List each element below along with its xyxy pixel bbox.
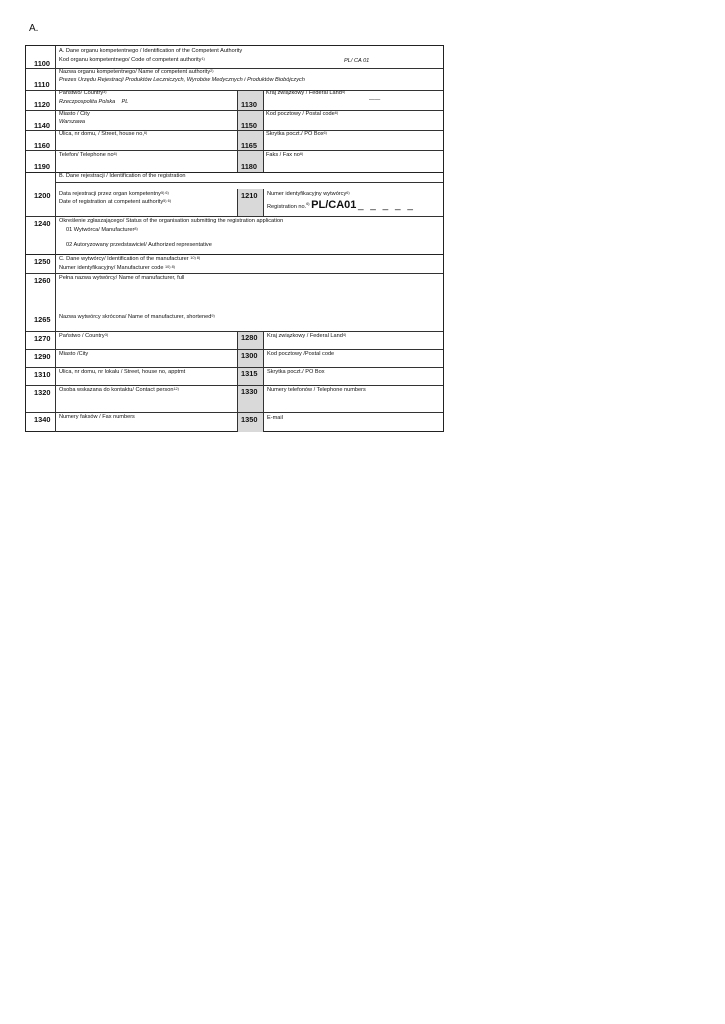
field-code-1190: 1190 bbox=[34, 162, 51, 171]
field-code-1350: 1350 bbox=[241, 415, 258, 424]
column-line bbox=[263, 189, 264, 216]
section-c-heading: C. Dane wytwórcy/ Identification of the manufacturer $^{10) 8)}$ bbox=[59, 256, 201, 262]
field-code-1310: 1310 bbox=[34, 370, 51, 379]
manufacturer-full-name-label: Pełna nazwa wytwórcy/ Name of manufacturer, full bbox=[59, 275, 185, 281]
street-label: Ulica, nr domu, / Street, house no,$^{6)}$ bbox=[59, 131, 148, 137]
column-line bbox=[237, 331, 238, 432]
column-line bbox=[263, 331, 264, 432]
option-authorized-representative[interactable]: 02 Autoryzowany przedstawiciel/ Authorized representative bbox=[66, 242, 212, 248]
federal-land-label: Kraj związkowy / Federal Land$^{4)}$ bbox=[266, 90, 346, 96]
fax-label: Faks / Fax $no^{6)}$ bbox=[266, 152, 304, 158]
country-value[interactable]: Rzeczpospolita Polska PL bbox=[59, 99, 129, 105]
field-code-1140: 1140 bbox=[34, 121, 51, 130]
field-code-1150: 1150 bbox=[241, 121, 258, 130]
registration-form bbox=[25, 45, 444, 432]
city-label: Miasto / City bbox=[59, 111, 90, 117]
field-code-1110: 1110 bbox=[34, 80, 50, 89]
section-b-heading: B. Dane rejestracji / Identification of the registration bbox=[59, 173, 186, 179]
divider bbox=[55, 182, 443, 183]
registration-date-label-pl: Data rejestracji przez organ kompetentny$^{5) 6)}$ bbox=[59, 191, 169, 197]
country-label: Państwo/ Country$^{3)}$ bbox=[59, 90, 107, 96]
registration-number[interactable]: Registration no.$^{6)}$ PL/CA01 _ _ _ _ _ bbox=[267, 199, 415, 211]
manufacturer-country-label: Państwo / Country$^{3)}$ bbox=[59, 333, 109, 339]
divider bbox=[26, 412, 443, 413]
divider bbox=[26, 216, 443, 217]
divider bbox=[26, 273, 443, 274]
federal-land-value[interactable]: —— bbox=[369, 97, 381, 103]
registration-number-value: PL/CA01 bbox=[311, 199, 357, 211]
field-code-1130: 1130 bbox=[241, 100, 258, 109]
competent-authority-name-label: Nazwa organu kompetentnego/ Name of competent authority$^{2)}$ bbox=[59, 69, 214, 75]
postal-code-label: Kod pocztowy / Postal code$^{6)}$ bbox=[266, 111, 339, 117]
field-code-1270: 1270 bbox=[34, 334, 51, 343]
manufacturer-city-label: Miasto /City bbox=[59, 351, 89, 357]
po-box-label: Skrytka poczt./ PO Box$^{6)}$ bbox=[266, 131, 327, 137]
manufacturer-street-label: Ulica, nr domu, nr lokalu / Street, house no, apptmt bbox=[59, 369, 186, 375]
manufacturer-short-name-label: Nazwa wytwórcy skrócona/ Name of manufacturer, shortened$^{9)}$ bbox=[59, 314, 215, 320]
telephone-numbers-label: Numery telefonów / Telephone numbers bbox=[267, 387, 366, 393]
page-letter: A. bbox=[29, 23, 39, 34]
competent-authority-code-value[interactable]: PL/ CA 01 bbox=[344, 58, 370, 64]
registration-date-label-en: Date of registration at competent authority$^{5) 6)}$ bbox=[59, 199, 171, 205]
field-code-1340: 1340 bbox=[34, 415, 51, 424]
competent-authority-name-value[interactable]: Prezes Urzędu Rejestracji Produktów Leczniczych, Wyrobów Medycznych i Produktów Biobójczych bbox=[59, 77, 305, 83]
manufacturer-id-label: Numer identyfikacyjny wytwórcy$^{6)}$ bbox=[267, 191, 350, 197]
field-code-1300: 1300 bbox=[241, 351, 258, 360]
field-code-1280: 1280 bbox=[241, 333, 258, 342]
divider bbox=[26, 150, 443, 151]
divider bbox=[26, 385, 443, 386]
contact-person-label: Osoba wskazana do kontaktu/ Contact person$^{12)}$ bbox=[59, 387, 179, 393]
manufacturer-postal-code-label: Kod pocztowy /Postal code bbox=[267, 351, 335, 357]
field-code-1315: 1315 bbox=[241, 369, 258, 378]
field-code-1165: 1165 bbox=[241, 141, 258, 150]
field-code-1330: 1330 bbox=[241, 387, 258, 396]
column-line bbox=[237, 90, 238, 172]
field-code-1240: 1240 bbox=[34, 219, 51, 228]
column-line bbox=[237, 189, 238, 216]
divider bbox=[26, 367, 443, 368]
registration-number-blanks: _ _ _ _ _ bbox=[357, 200, 415, 211]
telephone-label: Telefon/ Telephone $no^{6)}$ bbox=[59, 152, 118, 158]
divider bbox=[26, 331, 443, 332]
city-value[interactable]: Warszawa bbox=[59, 119, 86, 125]
field-code-1100: 1100 bbox=[34, 59, 51, 68]
field-code-1265: 1265 bbox=[34, 315, 51, 324]
competent-authority-code-label: Kod organu kompetentnego/ Code of competent authority$^{1)}$ bbox=[59, 57, 205, 63]
divider bbox=[26, 349, 443, 350]
code-column-line bbox=[55, 46, 56, 432]
field-code-1250: 1250 bbox=[34, 257, 51, 266]
field-code-1210: 1210 bbox=[241, 191, 258, 200]
field-code-1160: 1160 bbox=[34, 141, 51, 150]
manufacturer-code-label: Numer identyfikacyjny/ Manufacturer code $^{10) 8)}$ bbox=[59, 265, 175, 271]
field-code-1120: 1120 bbox=[34, 100, 51, 109]
column-line bbox=[263, 90, 264, 172]
email-label: E-mail bbox=[267, 415, 283, 421]
field-code-1320: 1320 bbox=[34, 388, 51, 397]
manufacturer-federal-land-label: Kraj związkowy / Federal Land$^{4)}$ bbox=[267, 333, 347, 339]
field-code-1200: 1200 bbox=[34, 191, 51, 200]
option-manufacturer[interactable]: 01 Wytwórca/ Manufacturer$^{8)}$ bbox=[66, 227, 138, 233]
field-code-1260: 1260 bbox=[34, 276, 51, 285]
manufacturer-po-box-label: Skrytka poczt./ PO Box bbox=[267, 369, 325, 375]
submitter-status-label: Określenie zgłaszającego/ Status of the organisation submitting the registration application bbox=[59, 218, 284, 224]
fax-numbers-label: Numery faksów / Fax numbers bbox=[59, 414, 135, 420]
section-divider bbox=[26, 254, 443, 255]
field-code-1290: 1290 bbox=[34, 352, 51, 361]
field-code-1180: 1180 bbox=[241, 162, 258, 171]
section-a-heading: A. Dane organu kompetentnego / Identification of the Competent Authority bbox=[59, 48, 243, 54]
